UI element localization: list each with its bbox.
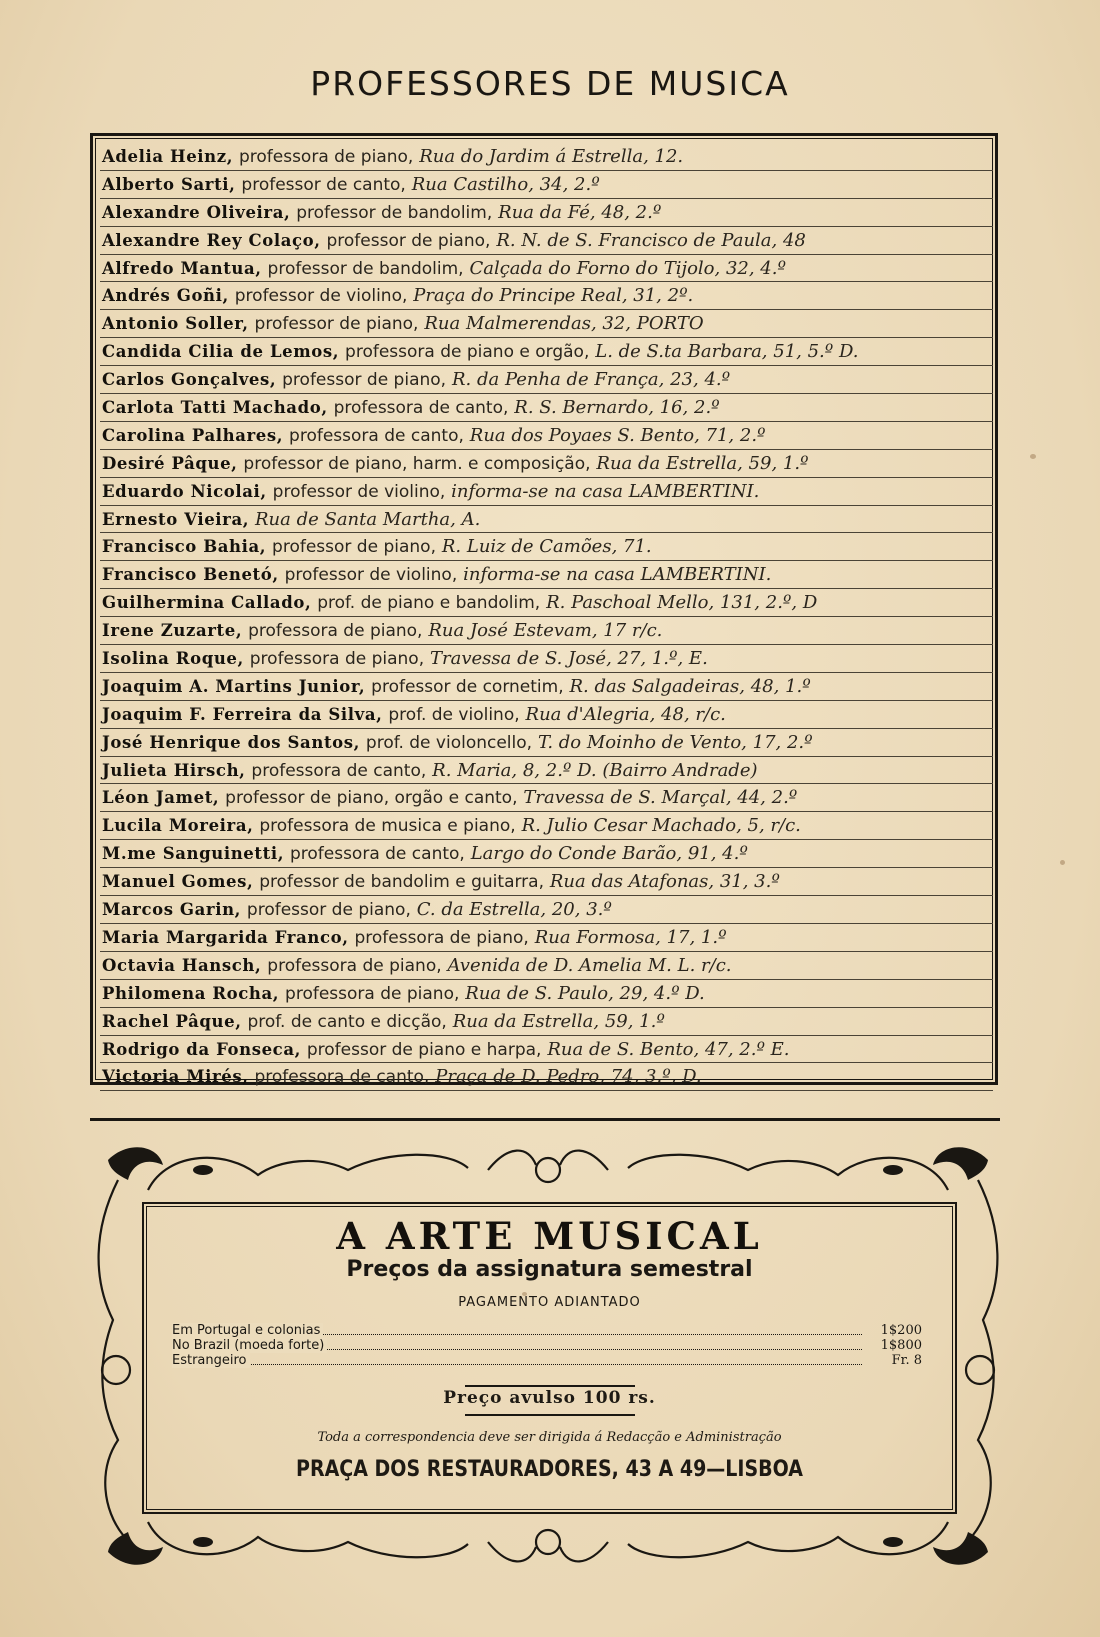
entry-occupation: professor de bandolim, xyxy=(296,202,493,223)
entry-address: Rua Formosa, 17, 1.º xyxy=(534,926,727,948)
entry-name: M.me Sanguinetti, xyxy=(102,844,285,864)
entry-occupation: professora de piano, xyxy=(354,927,529,948)
directory-entry xyxy=(100,227,993,255)
entry-occupation: professora de musica e piano, xyxy=(259,816,516,837)
entry-occupation: professora de canto, xyxy=(333,398,509,419)
entry-name: Adelia Heinz, xyxy=(102,147,234,166)
directory-entry xyxy=(100,561,993,589)
publisher-address: PRAÇA DOS RESTAURADORES, 43 A 49—LISBOA xyxy=(296,1456,803,1482)
directory-entry xyxy=(100,422,993,450)
page-title: PROFESSORES DE MUSICA xyxy=(310,64,790,103)
paper-spot xyxy=(522,1292,527,1296)
entry-name: Maria Margarida Franco, xyxy=(102,927,349,947)
directory-entry xyxy=(100,199,993,227)
entry-name: Francisco Benetó, xyxy=(102,565,279,585)
directory-entry xyxy=(100,868,993,896)
price-value: 1$200 xyxy=(880,1323,922,1338)
directory-entry xyxy=(100,1063,993,1091)
entry-address: Rua d'Alegria, 48, r/c. xyxy=(525,703,726,725)
entry-occupation: prof. de violoncello, xyxy=(365,732,533,753)
price-label: Em Portugal e colonias xyxy=(172,1323,323,1338)
directory-entry xyxy=(100,645,993,673)
entry-occupation: professora de piano, xyxy=(267,955,442,976)
entry-occupation: professor de piano e harpa, xyxy=(306,1039,542,1060)
directory-entry xyxy=(100,812,993,840)
directory-entry xyxy=(100,1036,993,1064)
entry-name: Isolina Roque, xyxy=(102,649,244,669)
entry-occupation: professora de piano, xyxy=(238,147,414,167)
entry-occupation: professor de violino, xyxy=(272,481,446,502)
entry-occupation: professora de canto, xyxy=(254,1067,430,1088)
correspondence-note: Toda a correspondencia deve ser dirigida á Redacção e Administração xyxy=(317,1430,782,1445)
paper-spot xyxy=(1030,454,1036,459)
entry-address: Calçada do Forno do Tijolo, 32, 4.º xyxy=(469,257,786,279)
section-divider xyxy=(90,1118,1000,1121)
entry-address: T. do Moinho de Vento, 17, 2.º xyxy=(537,731,813,753)
entry-address: Rua do Jardim á Estrella, 12. xyxy=(419,146,684,167)
entry-occupation: professor de piano, xyxy=(326,230,491,251)
entry-occupation: professora de piano, xyxy=(249,649,425,670)
entry-name: Léon Jamet, xyxy=(102,788,220,808)
entry-address: Rua da Fé, 48, 2.º xyxy=(498,201,662,223)
entry-address: Travessa de S. José, 27, 1.º, E. xyxy=(430,648,708,670)
price-row xyxy=(172,1353,922,1368)
ornament-rule-bottom xyxy=(465,1413,635,1417)
directory-entry xyxy=(100,952,993,980)
entry-address: Rua Malmerendas, 32, PORTO xyxy=(424,313,704,335)
paper-spot xyxy=(1060,860,1065,865)
entry-name: Joaquim A. Martins Junior, xyxy=(102,676,366,696)
entry-name: Marcos Garin, xyxy=(102,900,242,920)
entry-name: Rachel Pâque, xyxy=(102,1011,242,1031)
directory-entry xyxy=(100,980,993,1008)
directory-entry xyxy=(100,450,993,478)
directory-entry xyxy=(100,533,993,561)
price-label: Estrangeiro xyxy=(172,1353,250,1368)
directory-entry xyxy=(100,784,993,812)
entry-name: Ernesto Vieira, xyxy=(102,509,250,529)
directory-list xyxy=(100,143,993,1091)
entry-occupation: prof. de violino, xyxy=(388,704,520,725)
directory-entry xyxy=(100,310,993,338)
entry-address: informa-se na casa LAMBERTINI. xyxy=(463,564,772,586)
entry-address: R. Maria, 8, 2.º D. (Bairro Andrade) xyxy=(432,759,758,781)
price-label: No Brazil (moeda forte) xyxy=(172,1338,327,1353)
entry-name: Carlota Tatti Machado, xyxy=(102,398,328,418)
ad-payment-note: PAGAMENTO ADIANTADO xyxy=(458,1295,641,1310)
price-row xyxy=(172,1338,922,1353)
entry-name: Antonio Soller, xyxy=(102,314,249,334)
directory-entry xyxy=(100,366,993,394)
directory-entry xyxy=(100,478,993,506)
entry-name: Candida Cilia de Lemos, xyxy=(102,342,340,362)
ad-title: A ARTE MUSICAL xyxy=(336,1214,763,1258)
directory-entry xyxy=(100,282,993,310)
entry-address: Avenida de D. Amelia M. L. r/c. xyxy=(447,954,732,976)
price-list xyxy=(172,1323,922,1368)
entry-address: L. de S.ta Barbara, 51, 5.º D. xyxy=(595,341,859,363)
entry-name: Francisco Bahia, xyxy=(102,537,267,557)
directory-entry xyxy=(100,1008,993,1036)
entry-name: Desiré Pâque, xyxy=(102,453,238,473)
entry-occupation: professor de piano, xyxy=(246,900,411,921)
single-issue-price: Preço avulso 100 rs. xyxy=(443,1388,656,1408)
entry-name: Alfredo Mantua, xyxy=(102,258,262,278)
entry-occupation: prof. de canto e dicção, xyxy=(247,1011,447,1032)
entry-address: Largo do Conde Barão, 91, 4.º xyxy=(470,843,748,865)
entry-occupation: professora de piano, xyxy=(248,621,423,642)
entry-name: Julieta Hirsch, xyxy=(102,760,246,780)
entry-address: R. Julio Cesar Machado, 5, r/c. xyxy=(521,815,801,837)
entry-name: Eduardo Nicolai, xyxy=(102,481,267,501)
entry-name: Irene Zuzarte, xyxy=(102,621,243,641)
entry-name: Alexandre Rey Colaço, xyxy=(102,230,321,250)
directory-entry xyxy=(100,840,993,868)
entry-name: Carlos Gonçalves, xyxy=(102,370,277,390)
directory-entry xyxy=(100,506,993,534)
entry-occupation: professor de canto, xyxy=(241,174,406,195)
entry-address: Rua das Atafonas, 31, 3.º xyxy=(549,871,780,893)
entry-name: Alberto Sarti, xyxy=(102,174,236,194)
entry-address: Rua José Estevam, 17 r/c. xyxy=(428,620,663,642)
directory-entry xyxy=(100,729,993,757)
entry-occupation: professor de piano, orgão e canto, xyxy=(225,788,518,809)
entry-address: R. S. Bernardo, 16, 2.º xyxy=(514,397,720,419)
entry-address: C. da Estrella, 20, 3.º xyxy=(416,899,612,921)
entry-name: Guilhermina Callado, xyxy=(102,593,312,613)
entry-address: R. N. de S. Francisco de Paula, 48 xyxy=(496,229,806,251)
price-value: Fr. 8 xyxy=(891,1353,922,1368)
entry-address: Rua da Estrella, 59, 1.º xyxy=(596,452,809,474)
directory-entry xyxy=(100,394,993,422)
entry-name: Octavia Hansch, xyxy=(102,955,262,975)
entry-occupation: professora de canto, xyxy=(251,760,427,781)
entry-occupation: professora de piano e orgão, xyxy=(345,342,590,363)
entry-occupation: professor de cornetim, xyxy=(371,676,564,697)
directory-entry xyxy=(100,338,993,366)
entry-occupation: professor de violino, xyxy=(284,565,458,586)
entry-name: José Henrique dos Santos, xyxy=(102,732,361,752)
entry-address: Rua Castilho, 34, 2.º xyxy=(411,173,600,195)
entry-name: Joaquim F. Ferreira da Silva, xyxy=(102,704,383,724)
entry-address: Praça do Principe Real, 31, 2º. xyxy=(413,285,694,307)
entry-occupation: professor de piano, xyxy=(272,537,436,558)
entry-occupation: professor de piano, xyxy=(254,314,419,335)
price-value: 1$800 xyxy=(880,1338,922,1353)
entry-address: R. da Penha de França, 23, 4.º xyxy=(451,369,731,391)
entry-address: Rua dos Poyaes S. Bento, 71, 2.º xyxy=(469,424,766,446)
directory-entry xyxy=(100,255,993,283)
entry-occupation: professora de canto, xyxy=(289,425,464,446)
entry-address: R. das Salgadeiras, 48, 1.º xyxy=(569,675,811,697)
directory-entry xyxy=(100,701,993,729)
directory-entry xyxy=(100,143,993,171)
entry-name: Rodrigo da Fonseca, xyxy=(102,1039,301,1059)
entry-name: Philomena Rocha, xyxy=(102,983,280,1003)
entry-address: Praça de D. Pedro, 74, 3.º, D. xyxy=(435,1066,702,1088)
entry-address: Rua de Santa Martha, A. xyxy=(255,508,481,530)
directory-entry xyxy=(100,589,993,617)
entry-occupation: professor de piano, xyxy=(282,370,447,391)
entry-occupation: professor de bandolim e guitarra, xyxy=(259,872,544,893)
ad-subtitle: Preços da assignatura semestral xyxy=(346,1257,753,1282)
entry-occupation: professor de piano, harm. e composição, xyxy=(243,453,591,474)
directory-entry xyxy=(100,617,993,645)
entry-address: Rua de S. Bento, 47, 2.º E. xyxy=(547,1038,790,1060)
entry-address: Rua de S. Paulo, 29, 4.º D. xyxy=(465,982,705,1004)
entry-address: R. Luiz de Camões, 71. xyxy=(441,536,652,558)
entry-address: informa-se na casa LAMBERTINI. xyxy=(451,480,760,502)
entry-name: Carolina Palhares, xyxy=(102,425,284,445)
directory-entry xyxy=(100,673,993,701)
entry-address: Rua da Estrella, 59, 1.º xyxy=(452,1010,665,1032)
entry-occupation: prof. de piano e bandolim, xyxy=(317,593,541,614)
price-row xyxy=(172,1323,922,1338)
entry-occupation: professora de canto, xyxy=(289,844,465,865)
entry-name: Manuel Gomes, xyxy=(102,872,254,892)
entry-name: Alexandre Oliveira, xyxy=(102,202,291,222)
entry-occupation: professor de violino, xyxy=(234,286,408,307)
entry-name: Victoria Mirés, xyxy=(102,1067,249,1087)
directory-entry xyxy=(100,171,993,199)
directory-entry xyxy=(100,896,993,924)
directory-entry xyxy=(100,757,993,785)
entry-occupation: professor de bandolim, xyxy=(267,258,464,279)
entry-occupation: professora de piano, xyxy=(285,983,460,1004)
directory-entry xyxy=(100,924,993,952)
entry-name: Andrés Goñi, xyxy=(102,286,229,306)
entry-name: Lucila Moreira, xyxy=(102,816,254,836)
entry-address: R. Paschoal Mello, 131, 2.º, D xyxy=(546,592,818,614)
entry-address: Travessa de S. Marçal, 44, 2.º xyxy=(523,787,798,809)
